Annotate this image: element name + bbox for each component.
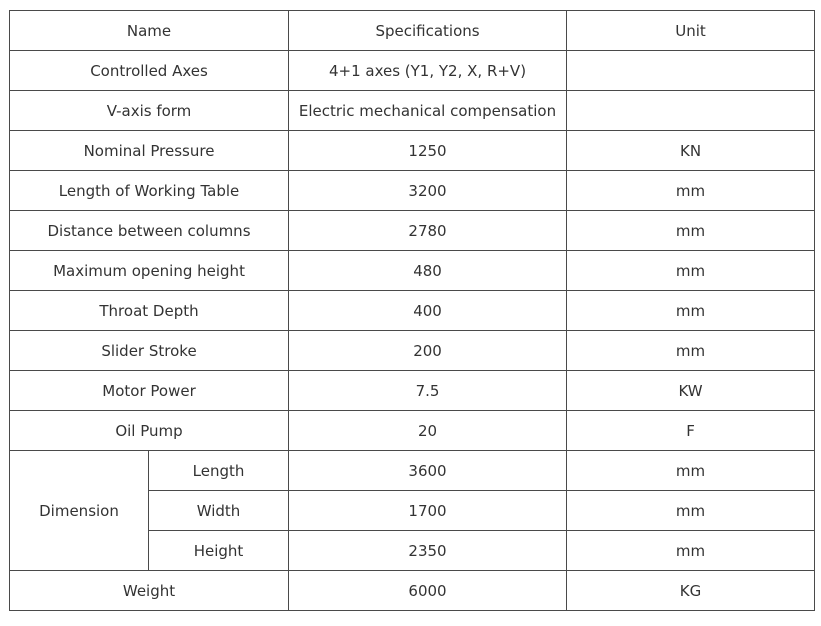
table-row-weight xyxy=(10,571,815,611)
table-row-dimension-length xyxy=(10,451,815,491)
table-row xyxy=(10,331,815,371)
row-spec: 2780 xyxy=(289,211,567,251)
table-row xyxy=(10,411,815,451)
row-unit: KN xyxy=(567,131,815,171)
row-name: Maximum opening height xyxy=(10,251,289,291)
row-unit: mm xyxy=(567,251,815,291)
row-unit: mm xyxy=(567,211,815,251)
table-row xyxy=(10,51,815,91)
row-name: Distance between columns xyxy=(10,211,289,251)
row-unit: mm xyxy=(567,531,815,571)
table-row xyxy=(10,371,815,411)
row-spec: 2350 xyxy=(289,531,567,571)
table-row xyxy=(10,211,815,251)
table-header-row xyxy=(10,11,815,51)
row-spec: 7.5 xyxy=(289,371,567,411)
row-name: Motor Power xyxy=(10,371,289,411)
table-row xyxy=(10,91,815,131)
row-name: Weight xyxy=(10,571,289,611)
row-spec: 3600 xyxy=(289,451,567,491)
row-unit: mm xyxy=(567,491,815,531)
row-spec: 1250 xyxy=(289,131,567,171)
dimension-subname: Length xyxy=(149,451,289,491)
row-spec: 400 xyxy=(289,291,567,331)
row-name: V-axis form xyxy=(10,91,289,131)
row-unit: mm xyxy=(567,171,815,211)
row-spec: 200 xyxy=(289,331,567,371)
row-name: Nominal Pressure xyxy=(10,131,289,171)
header-specifications: Specifications xyxy=(289,11,567,51)
dimension-subname: Height xyxy=(149,531,289,571)
row-unit: mm xyxy=(567,291,815,331)
table-row xyxy=(10,171,815,211)
row-unit: KG xyxy=(567,571,815,611)
table-row xyxy=(10,291,815,331)
row-spec: 1700 xyxy=(289,491,567,531)
row-unit: mm xyxy=(567,451,815,491)
header-unit: Unit xyxy=(567,11,815,51)
row-spec: 3200 xyxy=(289,171,567,211)
row-name: Oil Pump xyxy=(10,411,289,451)
row-unit xyxy=(567,91,815,131)
row-spec: 6000 xyxy=(289,571,567,611)
row-spec: Electric mechanical compensation xyxy=(289,91,567,131)
row-name: Slider Stroke xyxy=(10,331,289,371)
dimension-subname: Width xyxy=(149,491,289,531)
specifications-table xyxy=(9,10,815,611)
row-name: Throat Depth xyxy=(10,291,289,331)
table-row xyxy=(10,131,815,171)
header-name: Name xyxy=(10,11,289,51)
row-spec: 480 xyxy=(289,251,567,291)
row-unit: F xyxy=(567,411,815,451)
row-spec: 4+1 axes (Y1, Y2, X, R+V) xyxy=(289,51,567,91)
row-name: Controlled Axes xyxy=(10,51,289,91)
row-unit: KW xyxy=(567,371,815,411)
row-spec: 20 xyxy=(289,411,567,451)
row-name: Length of Working Table xyxy=(10,171,289,211)
row-unit: mm xyxy=(567,331,815,371)
row-unit xyxy=(567,51,815,91)
dimension-group-label: Dimension xyxy=(10,451,149,571)
table-row xyxy=(10,251,815,291)
